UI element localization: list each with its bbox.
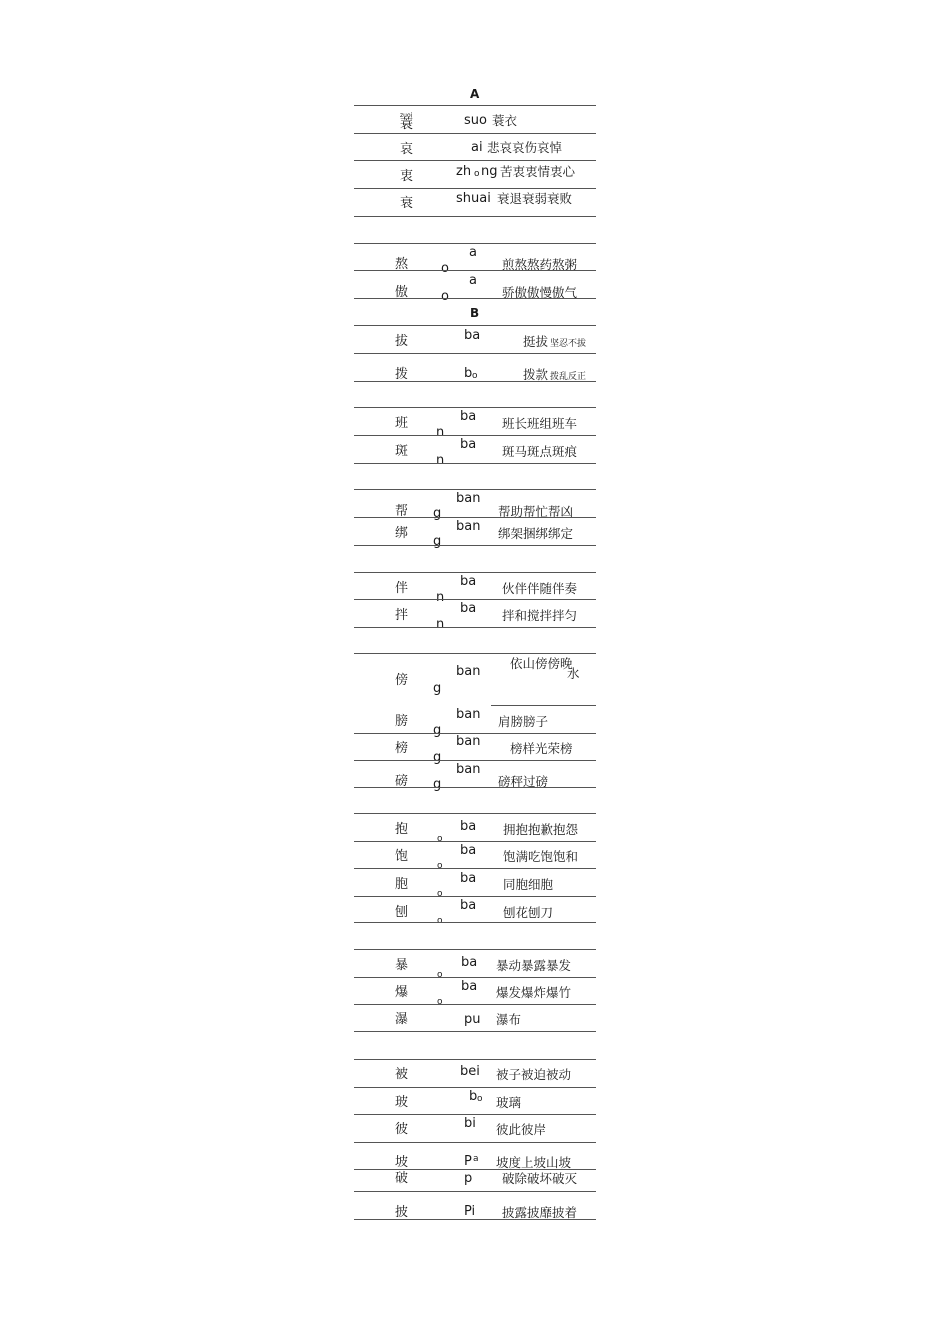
pinyin: p <box>464 1171 473 1186</box>
pinyin-top: ba <box>460 409 477 424</box>
pinyin: Pi <box>464 1204 476 1219</box>
pinyin-bottom: o <box>437 834 443 844</box>
example-words: 班长班组班车 <box>502 416 578 431</box>
pinyin: suo <box>464 113 487 128</box>
pinyin-top: ba <box>460 871 477 886</box>
example-words: 彼此彼岸 <box>496 1122 547 1137</box>
row-divider <box>354 160 596 161</box>
row-divider <box>354 896 596 897</box>
example-words: 拥抱抱歉抱怨 <box>503 822 579 837</box>
character: 拔 <box>395 334 409 349</box>
row-divider <box>354 977 596 978</box>
row-divider <box>354 653 596 654</box>
row-divider <box>354 545 596 546</box>
row-divider <box>354 572 596 573</box>
pinyin-mark: zuoi <box>400 112 413 119</box>
example-words: 爆发爆炸爆竹 <box>496 985 572 1000</box>
row-divider <box>354 1004 596 1005</box>
row-divider <box>354 298 596 299</box>
row-divider <box>354 243 596 244</box>
pinyin-bottom: g <box>433 534 442 549</box>
row-divider <box>354 868 596 869</box>
character: 胞 <box>395 877 409 892</box>
pinyin-bottom: o <box>437 970 443 980</box>
example-words: 瀑布 <box>496 1012 522 1027</box>
character: 衰 <box>400 196 414 211</box>
example-words: 披露披靡披着 <box>502 1205 578 1220</box>
row-divider <box>354 381 596 382</box>
pinyin-top: a <box>469 245 477 260</box>
character: 哀 <box>400 142 414 157</box>
row-divider <box>354 188 596 189</box>
example-words: 饱满吃饱饱和 <box>503 849 579 864</box>
pinyin-top: ba <box>460 437 477 452</box>
row-divider <box>354 1219 596 1220</box>
example-words: 玻璃 <box>496 1095 522 1110</box>
row-divider <box>354 1031 596 1032</box>
pinyin-small: o <box>474 169 480 179</box>
example-words: 刨花刨刀 <box>503 905 554 920</box>
example-words: 破除破坏破灭 <box>502 1171 578 1186</box>
pinyin-top: ba <box>460 574 477 589</box>
row-divider <box>354 489 596 490</box>
row-divider <box>354 353 596 354</box>
pinyin-bottom: o <box>437 861 443 871</box>
row-divider <box>354 1059 596 1060</box>
character: 披 <box>395 1205 409 1220</box>
row-divider-partial <box>491 705 596 706</box>
character: 瀑 <box>395 1012 409 1027</box>
row-divider <box>354 216 596 217</box>
pinyin-bottom: g <box>433 681 442 696</box>
character: 饱 <box>395 849 409 864</box>
pinyin-bottom: g <box>433 777 442 792</box>
pinyin-bottom: n <box>436 617 445 632</box>
pinyin: b <box>469 1089 478 1104</box>
example-words: 衰退衰弱衰败 <box>497 191 573 206</box>
row-divider <box>354 1087 596 1088</box>
row-divider <box>354 922 596 923</box>
pinyin-top: ban <box>456 519 481 534</box>
pinyin-top: ban <box>456 664 481 679</box>
pinyin-top: ba <box>460 601 477 616</box>
pinyin-top: a <box>469 273 477 288</box>
pinyin-top: ba <box>460 843 477 858</box>
pinyin: zh <box>456 164 472 179</box>
pinyin-top: ba <box>461 979 478 994</box>
character: 磅 <box>395 774 409 789</box>
row-divider <box>354 627 596 628</box>
character: 坡 <box>395 1155 409 1170</box>
row-divider <box>354 1142 596 1143</box>
example-words: 骄傲傲慢傲气 <box>502 285 578 300</box>
row-divider <box>354 133 596 134</box>
character: 熬 <box>395 257 409 272</box>
row-divider <box>354 270 596 271</box>
pinyin-top: ban <box>456 762 481 777</box>
example-words: 帮助帮忙帮凶 <box>498 504 574 519</box>
example-words: 同胞细胞 <box>503 877 554 892</box>
example-words: 拨款 <box>523 367 549 382</box>
example-words: 蓑衣 <box>492 113 518 128</box>
example-words: 坡度上坡山坡 <box>496 1155 572 1170</box>
character: 拌 <box>395 608 409 623</box>
row-divider <box>354 435 596 436</box>
row-divider <box>354 1114 596 1115</box>
example-words: 挺拔 <box>523 334 549 349</box>
row-divider <box>354 599 596 600</box>
character: 膀 <box>395 714 409 729</box>
pinyin-bottom: o <box>441 289 449 304</box>
character: 暴 <box>395 958 409 973</box>
character: 爆 <box>395 985 409 1000</box>
character: 蓑 <box>400 117 414 132</box>
example-words: 斑马斑点斑痕 <box>502 444 578 459</box>
section-a-heading: A <box>470 87 480 101</box>
example-words: 依山傍傍晚 <box>510 656 573 671</box>
character: 傲 <box>395 285 409 300</box>
pinyin-bottom: o <box>437 916 443 926</box>
row-divider <box>354 813 596 814</box>
character: 被 <box>395 1067 409 1082</box>
row-divider <box>354 760 596 761</box>
example-idiom: 拨乱反正 <box>550 372 587 382</box>
pinyin-top: ban <box>456 707 481 722</box>
pinyin-bottom: g <box>433 750 442 765</box>
pinyin-bottom: n <box>436 425 445 440</box>
row-divider <box>354 949 596 950</box>
character: 刨 <box>395 905 409 920</box>
character: 伴 <box>395 581 409 596</box>
row-divider <box>354 1191 596 1192</box>
pinyin-bottom: o <box>437 997 443 1007</box>
pinyin-small: o <box>472 371 478 381</box>
pinyin-small: o <box>477 1094 483 1104</box>
pinyin: pu <box>464 1012 481 1027</box>
row-divider <box>354 105 596 106</box>
section-b-heading: B <box>470 306 480 320</box>
pinyin-top: ba <box>460 819 477 834</box>
example-idiom: 坚忍不拔 <box>550 339 587 349</box>
example-words: 肩膀膀子 <box>498 714 549 729</box>
row-divider <box>354 325 596 326</box>
pinyin-top: ba <box>461 955 478 970</box>
row-divider <box>354 787 596 788</box>
pinyin: P <box>464 1154 472 1169</box>
pinyin: b <box>464 366 473 381</box>
character: 抱 <box>395 822 409 837</box>
character: 彼 <box>395 1122 409 1137</box>
pinyin-bottom: g <box>433 506 442 521</box>
pinyin-bottom: n <box>436 590 445 605</box>
example-words: 榜样光荣榜 <box>510 741 573 756</box>
pinyin-end: ng <box>481 164 498 179</box>
example-words: 煎熬熬药熬粥 <box>502 257 578 272</box>
character: 傍 <box>395 673 409 688</box>
pinyin: shuai <box>456 191 491 206</box>
example-words: 悲哀哀伤哀悼 <box>487 140 563 155</box>
character: 帮 <box>395 504 409 519</box>
example-words: 磅秤过磅 <box>498 774 549 789</box>
character: 班 <box>395 416 409 431</box>
pinyin-small: a <box>473 1154 479 1164</box>
row-divider <box>354 407 596 408</box>
character: 绑 <box>395 526 409 541</box>
character: 衷 <box>400 169 414 184</box>
character: 斑 <box>395 444 409 459</box>
character: 拨 <box>395 367 409 382</box>
example-words-wrap: 水 <box>567 666 580 681</box>
character: 玻 <box>395 1095 409 1110</box>
row-divider <box>354 463 596 464</box>
pinyin-bottom: o <box>441 261 449 276</box>
pinyin-bottom: n <box>436 453 445 468</box>
row-divider <box>354 1169 596 1170</box>
example-words: 拌和搅拌拌匀 <box>502 608 578 623</box>
pinyin-top: ban <box>456 734 481 749</box>
example-words: 暴动暴露暴发 <box>496 958 572 973</box>
example-words: 伙伴伴随伴奏 <box>502 581 578 596</box>
example-words: 被子被迫被动 <box>496 1067 572 1082</box>
row-divider <box>354 841 596 842</box>
pinyin: ai <box>471 140 483 155</box>
row-divider <box>354 517 596 518</box>
example-words: 绑架捆绑绑定 <box>498 526 574 541</box>
pinyin: bei <box>460 1064 480 1079</box>
character: 破 <box>395 1171 409 1186</box>
pinyin: ba <box>464 328 481 343</box>
pinyin: bi <box>464 1116 476 1131</box>
pinyin-top: ba <box>460 898 477 913</box>
pinyin-bottom: g <box>433 723 442 738</box>
pinyin-bottom: o <box>437 889 443 899</box>
example-words: 苦衷衷情衷心 <box>500 164 576 179</box>
character: 榜 <box>395 741 409 756</box>
pinyin-top: ban <box>456 491 481 506</box>
